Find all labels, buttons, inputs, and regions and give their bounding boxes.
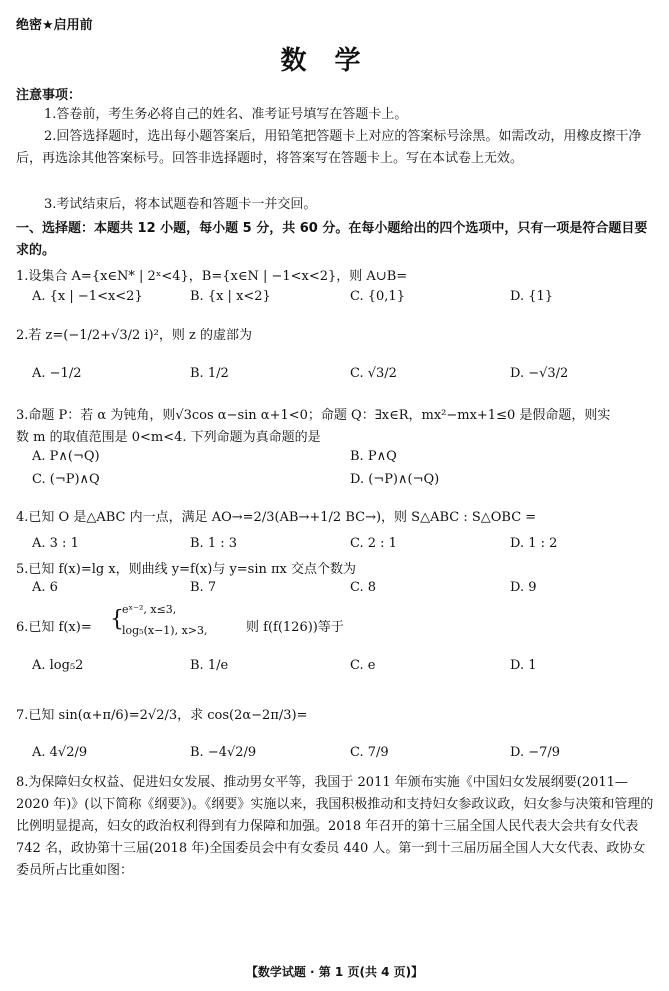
question-5-option-d: D. 9 xyxy=(510,580,537,595)
question-3-option-a: A. P∧(¬Q) xyxy=(32,449,100,464)
question-1-stem: 1.设集合 A={x∈N* | 2ˣ<4}，B={x∈N | −1<x<2}，则 A∪B= xyxy=(16,269,408,284)
question-7-stem: 7.已知 sin(α+π/6)=2√2/3，求 cos(2α−2π/3)= xyxy=(16,708,308,723)
question-7-option-c: C. 7/9 xyxy=(350,745,389,760)
question-2-stem: 2.若 z=(−1/2+√3/2 i)²，则 z 的虚部为 xyxy=(16,328,252,343)
confidential-label: 绝密★启用前 xyxy=(16,18,93,33)
notice-item-3: 3.考试结束后，将本试题卷和答题卡一并交回。 xyxy=(44,197,317,212)
question-6-case-2: log₅(x−1), x>3, xyxy=(122,624,208,637)
section-heading: 一、选择题：本题共 12 小题，每小题 5 分，共 60 分。在每小题给出的四个选项中，只有一项是符合题目要求的。 xyxy=(16,221,648,258)
question-5-option-c: C. 8 xyxy=(350,580,377,595)
question-4-option-d: D. 1 : 2 xyxy=(510,536,558,551)
question-1-option-d: D. {1} xyxy=(510,289,554,304)
question-6-option-d: D. 1 xyxy=(510,658,537,673)
question-3-option-b: B. P∧Q xyxy=(350,449,397,464)
question-1-option-c: C. {0,1} xyxy=(350,289,405,304)
question-6-case-1: eˣ⁻², x≤3, xyxy=(122,603,177,616)
question-5-option-b: B. 7 xyxy=(190,580,217,595)
question-6-stem-suffix: 则 f(f(126))等于 xyxy=(246,620,344,635)
question-5-option-a: A. 6 xyxy=(32,580,58,595)
question-4-option-a: A. 3 : 1 xyxy=(32,536,79,551)
brace-symbol: { xyxy=(110,607,124,632)
question-7-option-d: D. −7/9 xyxy=(510,745,561,760)
notice-item-2: 2.回答选择题时，选出每小题答案后，用铅笔把答题卡上对应的答案标号涂黑。如需改动，用橡皮擦干净后，再选涂其他答案标号。回答非选择题时，将答案写在答题卡上。写在本试卷上无效。 xyxy=(16,129,642,166)
question-8-stem: 8.为保障妇女权益、促进妇女发展、推动男女平等，我国于 2011 年颁布实施《中国妇女发展纲要(2011—2020 年)》(以下简称《纲要》)。《纲要》实施以来，我国积极推动和支持妇女参政议政，妇女参与决策和管理的比例明显提高，妇女的政治权利得到有力保障和加强。2018 年召开的第十三届全国人民代表大会共有女代表 742 名，政协第十三届(2018 年)全国委员会中有女委员 440 人。第一到十三届历届全国人大女代表、政协女委员所占比重如图： xyxy=(16,775,654,878)
question-3-option-d: D. (¬P)∧(¬Q) xyxy=(350,472,440,487)
question-2-option-d: D. −√3/2 xyxy=(510,366,569,381)
question-2-option-c: C. √3/2 xyxy=(350,366,397,381)
question-5-stem: 5.已知 f(x)=lg x，则曲线 y=f(x)与 y=sin πx 交点个数为 xyxy=(16,562,357,577)
question-6-option-c: C. e xyxy=(350,658,376,673)
question-7-option-b: B. −4√2/9 xyxy=(190,745,257,760)
question-4-option-c: C. 2 : 1 xyxy=(350,536,397,551)
question-1-option-b: B. {x | x<2} xyxy=(190,289,271,304)
question-3-stem: 3.命题 P：若 α 为钝角，则√3cos α−sin α+1<0；命题 Q：∃x∈R，mx²−mx+1≤0 是假命题，则实 xyxy=(16,408,611,423)
question-7-option-a: A. 4√2/9 xyxy=(32,745,88,760)
question-4-stem: 4.已知 O 是△ABC 内一点，满足 AO→=2/3(AB→+1/2 BC→)，则 S△ABC : S△OBC = xyxy=(16,510,537,525)
question-3-option-c: C. (¬P)∧Q xyxy=(32,472,100,487)
question-6-option-b: B. 1/e xyxy=(190,658,229,673)
question-1-option-a: A. {x | −1<x<2} xyxy=(32,289,143,304)
question-2-option-a: A. −1/2 xyxy=(32,366,82,381)
question-4-option-b: B. 1 : 3 xyxy=(190,536,238,551)
page-footer: 【数学试题 · 第 1 页(共 4 页)】 xyxy=(245,965,424,979)
page-title: 数学 xyxy=(280,46,389,76)
notice-heading: 注意事项： xyxy=(16,88,82,103)
question-6-option-a: A. log₅2 xyxy=(32,658,84,673)
question-2-option-b: B. 1/2 xyxy=(190,366,229,381)
question-3-stem-cont: 数 m 的取值范围是 0<m<4. 下列命题为真命题的是 xyxy=(16,430,321,445)
notice-item-1: 1.答卷前，考生务必将自己的姓名、准考证号填写在答题卡上。 xyxy=(44,107,408,122)
question-6-stem-prefix: 6.已知 f(x)= xyxy=(16,620,92,635)
